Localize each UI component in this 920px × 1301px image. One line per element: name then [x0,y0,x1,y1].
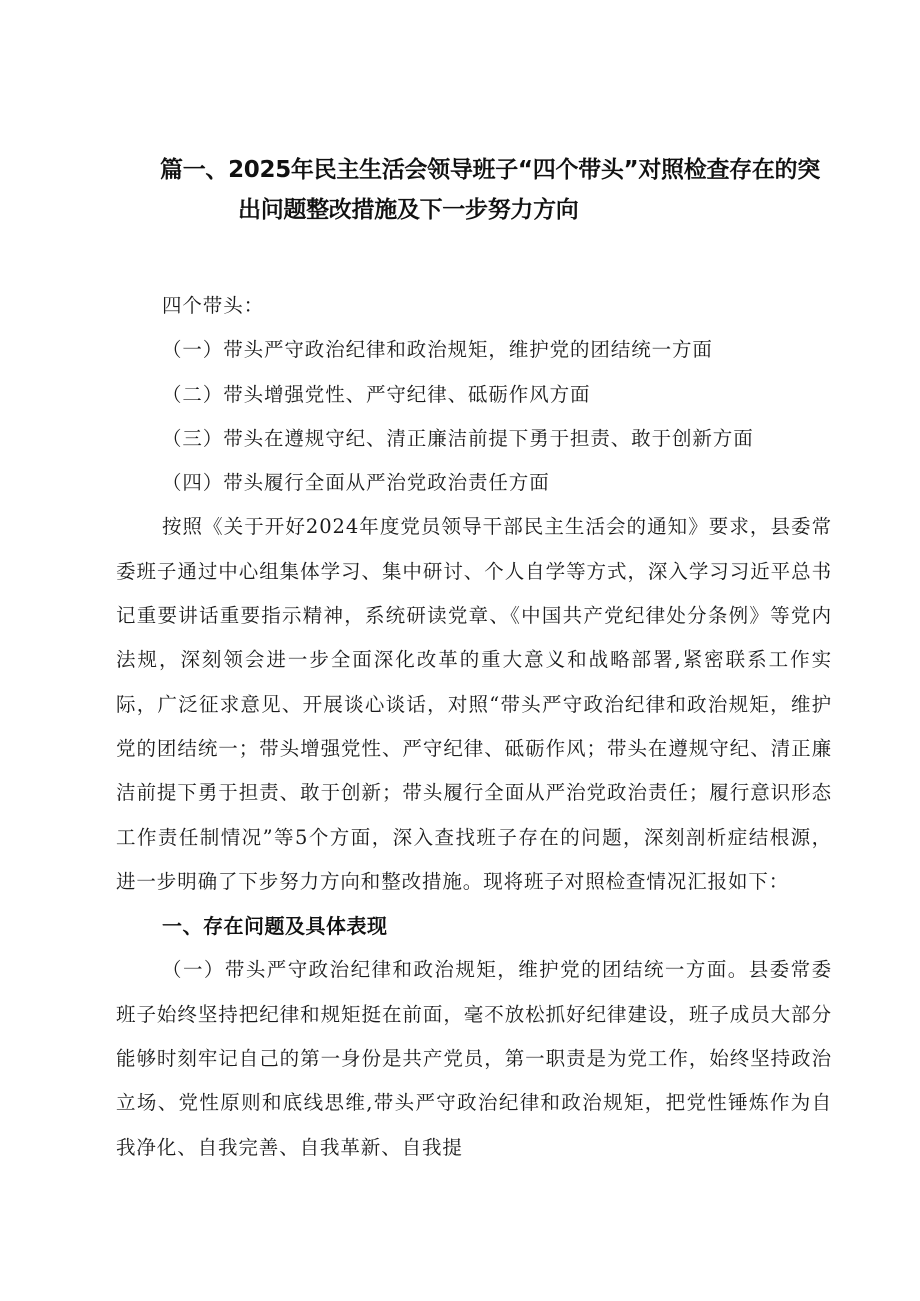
paragraph-section-1: （一）带头严守政治纪律和政治规矩，维护党的团结统一方面。县委常委班子始终坚持把纪律和规矩挺在前面，毫不放松抓好纪律建设，班子成员大部分能够时刻牢记自己的第一身份是共产党员，第一职责是为党工作，始终坚持政治立场、党性原则和底线思维,带头严守政治纪律和政治规矩，把党性锤炼作为自我净化、自我完善、自我革新、自我提 [116,958,832,1159]
document-title [160,150,850,230]
title-line-1: 篇一、2025年民主生活会领导班子“四个带头”对照检查存在的突 [160,157,820,183]
list-item: （三）带头在遵规守纪、清正廉洁前提下勇于担责、敢于创新方面 [162,426,754,450]
list-item: （四）带头履行全面从严治党政治责任方面 [162,471,550,495]
document-body [116,284,832,1170]
intro-label: 四个带头： [162,294,265,317]
list-item: （一）带头严守政治纪律和政治规矩，维护党的团结统一方面 [162,338,713,362]
paragraph-introduction: 按照《关于开好2024年度党员领导干部民主生活会的通知》要求，县委常委班子通过中心组集体学习、集中研讨、个人自学等方式，深入学习习近平总书记重要讲话重要指示精神，系统研读党章、《中国共产党纪律处分条例》等党内法规，深刻领会进一步全面深化改革的重大意义和战略部署,紧密联系工作实际，广泛征求意见、开展谈心谈话，对照“带头严守政治纪律和政治规矩，维护党的团结统一；带头增强党性、严守纪律、砥砺作风；带头在遵规守纪、清正廉洁前提下勇于担责、敢于创新；带头履行全面从严治党政治责任；履行意识形态工作责任制情况”等5个方面，深入查找班子存在的问题，深刻剖析症结根源，进一步明确了下步努力方向和整改措施。现将班子对照检查情况汇报如下： [116,515,832,893]
title-line-2: 出问题整改措施及下一步努力方向 [238,197,579,223]
section-heading: 一、存在问题及具体表现 [162,914,388,939]
list-item: （二）带头增强党性、严守纪律、砥砺作风方面 [162,382,591,406]
